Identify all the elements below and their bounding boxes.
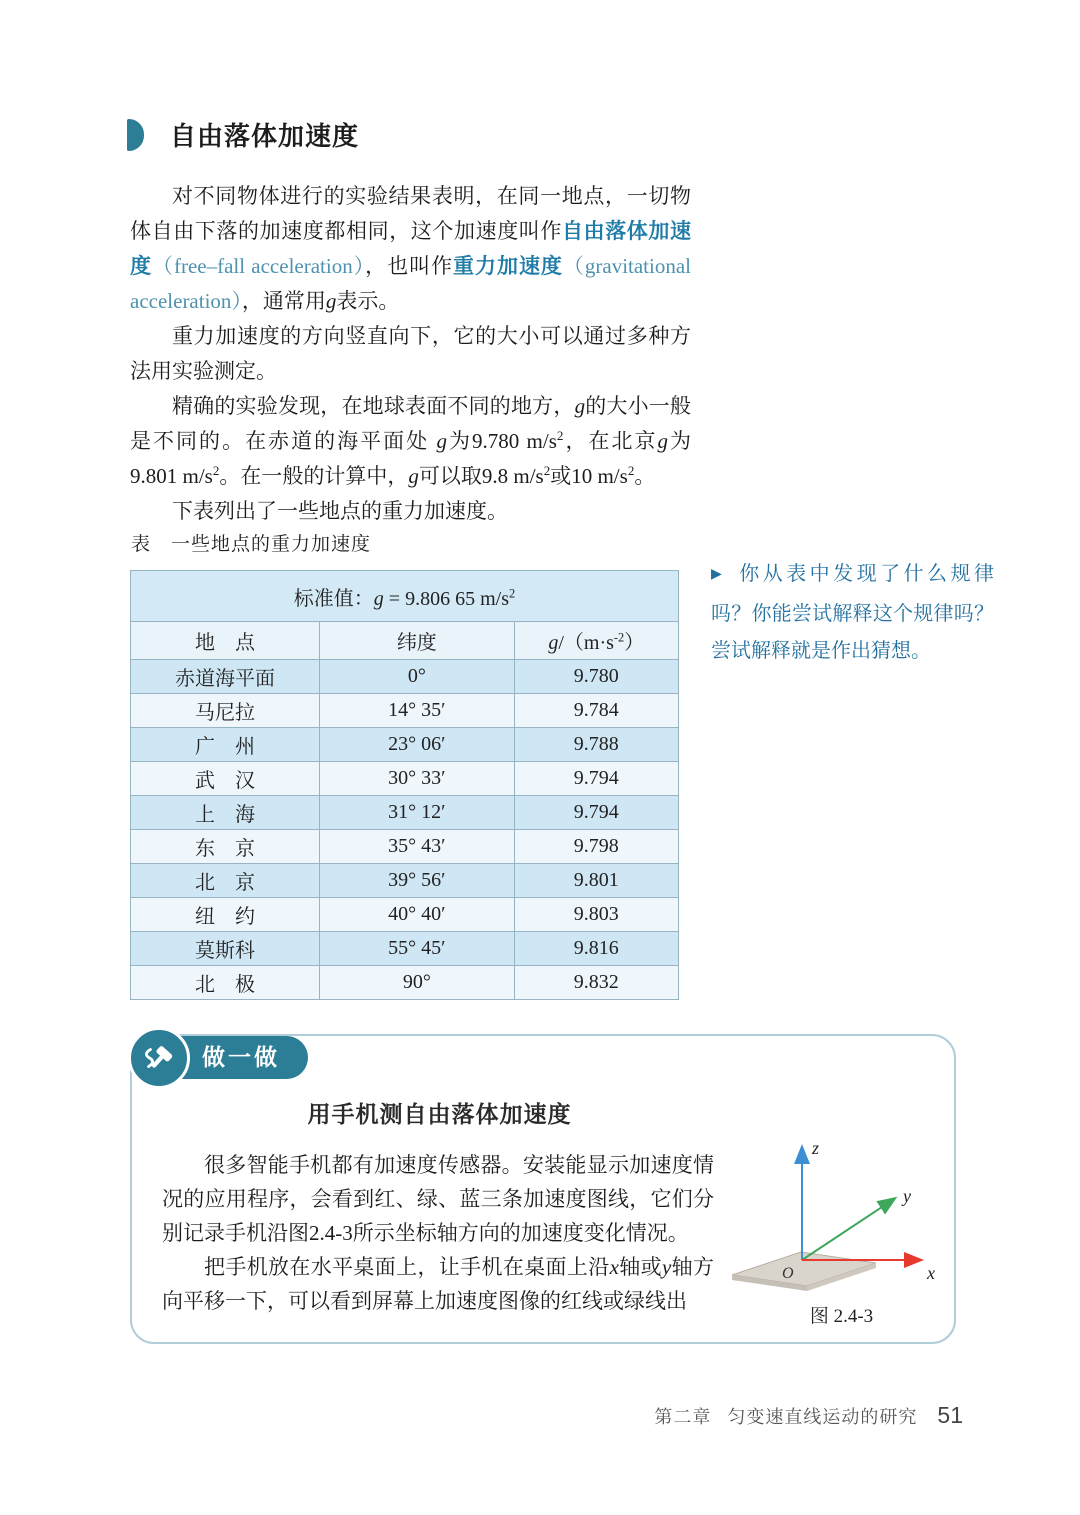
col-header-location: 地 点 bbox=[131, 622, 320, 660]
cell-latitude: 90° bbox=[320, 966, 515, 1000]
cell-location: 北 京 bbox=[131, 864, 320, 898]
cell-g-value: 9.832 bbox=[514, 966, 678, 1000]
cell-location: 莫斯科 bbox=[131, 932, 320, 966]
section-marker-icon bbox=[127, 119, 144, 151]
activity-badge bbox=[128, 1027, 308, 1089]
table-row bbox=[131, 932, 679, 966]
cell-latitude: 23° 06′ bbox=[320, 728, 515, 762]
cell-location: 纽 约 bbox=[131, 898, 320, 932]
cell-latitude: 31° 12′ bbox=[320, 796, 515, 830]
cell-g-value: 9.784 bbox=[514, 694, 678, 728]
gravity-table bbox=[130, 570, 679, 1000]
cell-g-value: 9.780 bbox=[514, 660, 678, 694]
table-row bbox=[131, 898, 679, 932]
table-header-row bbox=[131, 622, 679, 660]
paragraph: 重力加速度的方向竖直向下，它的大小可以通过多种方法用实验测定。 bbox=[130, 324, 691, 383]
section-title: 自由落体加速度 bbox=[170, 121, 360, 151]
activity-box bbox=[130, 1034, 956, 1344]
cell-g-value: 9.803 bbox=[514, 898, 678, 932]
section-heading bbox=[127, 116, 359, 153]
body-text-column bbox=[130, 179, 691, 529]
cell-g-value: 9.801 bbox=[514, 864, 678, 898]
page-footer bbox=[654, 1402, 963, 1429]
paragraph: 很多智能手机都有加速度传感器。安装能显示加速度情况的应用程序，会看到红、绿、蓝三条加速度图线，它们分别记录手机沿图2.4-3所示坐标轴方向的加速度变化情况。 bbox=[162, 1153, 714, 1245]
right-triangle-icon: ▶ bbox=[711, 567, 726, 582]
hammer-icon-glyph bbox=[140, 1039, 178, 1077]
margin-note bbox=[711, 556, 994, 671]
hammer-icon bbox=[128, 1027, 190, 1089]
table-row bbox=[131, 864, 679, 898]
cell-location: 赤道海平面 bbox=[131, 660, 320, 694]
z-axis-label: z bbox=[812, 1138, 820, 1158]
chapter-title: 匀变速直线运动的研究 bbox=[727, 1407, 918, 1427]
page-number: 51 bbox=[937, 1402, 963, 1428]
cell-latitude: 55° 45′ bbox=[320, 932, 515, 966]
table-row bbox=[131, 660, 679, 694]
cell-g-value: 9.788 bbox=[514, 728, 678, 762]
cell-g-value: 9.794 bbox=[514, 796, 678, 830]
phone-axes-diagram bbox=[724, 1132, 959, 1294]
cell-location: 东 京 bbox=[131, 830, 320, 864]
table-row bbox=[131, 796, 679, 830]
table-row bbox=[131, 728, 679, 762]
cell-location: 北 极 bbox=[131, 966, 320, 1000]
col-header-g: $g/(m\cdot s^{-2})$ bbox=[514, 622, 678, 660]
cell-latitude: 14° 35′ bbox=[320, 694, 515, 728]
standard-value-row bbox=[131, 571, 679, 622]
chapter-label: 第二章 bbox=[654, 1407, 712, 1427]
cell-g-value: 9.798 bbox=[514, 830, 678, 864]
cell-g-value: 9.794 bbox=[514, 762, 678, 796]
activity-title: 用手机测自由落体加速度 bbox=[307, 1101, 572, 1127]
x-axis-label: x bbox=[927, 1263, 935, 1283]
cell-location: 上 海 bbox=[131, 796, 320, 830]
origin-label: O bbox=[782, 1265, 794, 1282]
paragraph: 把手机放在水平桌面上，让手机在桌面上沿x轴或y轴方向平移一下，可以看到屏幕上加速度图像的红线或绿线出 bbox=[162, 1255, 715, 1313]
figure-caption: 图 2.4-3 bbox=[809, 1306, 874, 1327]
table-row bbox=[131, 694, 679, 728]
cell-latitude: 0° bbox=[320, 660, 515, 694]
cell-location: 马尼拉 bbox=[131, 694, 320, 728]
paragraph: 精确的实验发现，在地球表面不同的地方，g的大小一般是不同的。在赤道的海平面处 g为9.780 $m/s^2$，在北京g为9.801 $m/s^2$。在一般的计算中，g可以取9.8 $m/s^2$或10 $m/s^2$。 bbox=[130, 394, 692, 488]
table-row bbox=[131, 830, 679, 864]
y-axis-label: y bbox=[903, 1186, 911, 1206]
paragraph: 对不同物体进行的实验结果表明，在同一地点，一切物体自由下落的加速度都相同，这个加速度叫作自由落体加速度（free–fall acceleration），也叫作重力加速度（gravitational acceleration），通常用g表示。 bbox=[130, 184, 692, 313]
table-row bbox=[131, 762, 679, 796]
table-row bbox=[131, 966, 679, 1000]
cell-latitude: 35° 43′ bbox=[320, 830, 515, 864]
activity-text bbox=[162, 1148, 714, 1318]
margin-note-text: 你从表中发现了什么规律吗？你能尝试解释这个规律吗？尝试解释就是作出猜想。 bbox=[711, 563, 994, 662]
cell-location: 武 汉 bbox=[131, 762, 320, 796]
cell-location: 广 州 bbox=[131, 728, 320, 762]
standard-value-cell: 标准值：g = 9.806 65 $m/s^2$ bbox=[131, 571, 679, 622]
figure-2-4-3 bbox=[724, 1132, 959, 1328]
cell-g-value: 9.816 bbox=[514, 932, 678, 966]
cell-latitude: 39° 56′ bbox=[320, 864, 515, 898]
col-header-latitude: 纬度 bbox=[320, 622, 515, 660]
table-caption: 表 一些地点的重力加速度 bbox=[131, 534, 372, 555]
y-axis bbox=[802, 1199, 894, 1260]
table-body bbox=[131, 660, 679, 1000]
activity-badge-label: 做一做 bbox=[172, 1036, 308, 1079]
cell-latitude: 30° 33′ bbox=[320, 762, 515, 796]
cell-latitude: 40° 40′ bbox=[320, 898, 515, 932]
paragraph: 下表列出了一些地点的重力加速度。 bbox=[172, 499, 508, 523]
